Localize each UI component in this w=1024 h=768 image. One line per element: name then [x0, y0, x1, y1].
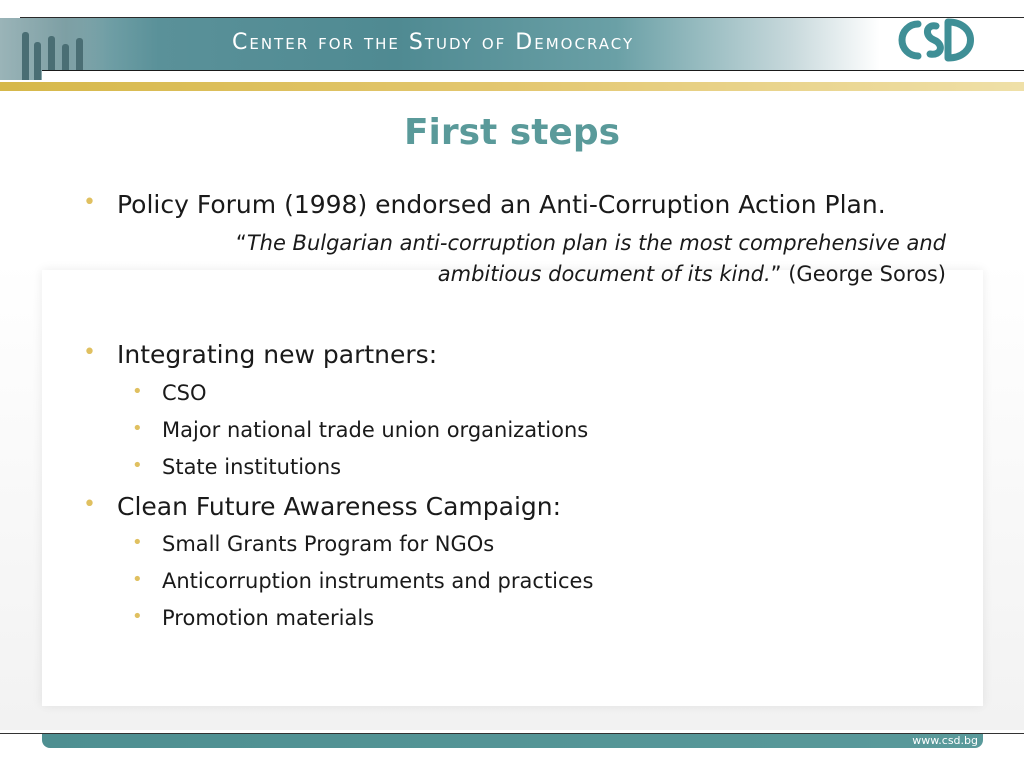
sub-bullet-text: Major national trade union organizations — [162, 418, 589, 442]
sub-bullet-state-institutions — [132, 455, 342, 479]
bullet-dot-icon: • — [83, 340, 96, 365]
sub-bullet-text: Small Grants Program for NGOs — [162, 532, 495, 556]
bullet-dot-icon: • — [132, 381, 143, 402]
bullet-dot-icon: • — [132, 455, 143, 476]
content-panel — [42, 270, 983, 706]
soros-quote — [170, 228, 946, 290]
footer-bar — [42, 734, 983, 748]
sub-bullet-small-grants — [132, 532, 495, 556]
sub-bullet-text: Anticorruption instruments and practices — [162, 569, 594, 593]
bullet-dot-icon: • — [83, 190, 96, 215]
bullet-text: Clean Future Awareness Campaign: — [117, 492, 562, 521]
bullet-integrating-partners — [83, 340, 438, 369]
gold-accent-bar — [0, 82, 1024, 91]
footer-url[interactable]: www.csd.bg — [912, 734, 978, 747]
slide-title: First steps — [403, 112, 621, 153]
bullet-dot-icon: • — [132, 569, 143, 590]
sub-bullet-cso — [132, 381, 207, 405]
header-banner — [0, 0, 1024, 82]
quote-open-mark: “ — [235, 231, 247, 255]
bullet-policy-forum — [83, 190, 886, 219]
sub-bullet-text: CSO — [162, 381, 207, 405]
bullet-dot-icon: • — [83, 492, 96, 517]
sub-bullet-text: State institutions — [162, 455, 342, 479]
header-title: Center for the Study of Democracy — [232, 30, 635, 55]
sub-bullet-promotion-materials — [132, 606, 375, 630]
bullet-text: Policy Forum (1998) endorsed an Anti-Corruption Action Plan. — [117, 190, 886, 219]
bullet-dot-icon: • — [132, 532, 143, 553]
quote-close-mark: ” — [770, 262, 782, 286]
csd-logo-icon — [892, 14, 978, 66]
bullet-clean-future — [83, 492, 562, 521]
sub-bullet-text: Promotion materials — [162, 606, 375, 630]
bullet-dot-icon: • — [132, 418, 143, 439]
bullet-text: Integrating new partners: — [117, 340, 438, 369]
quote-text: The Bulgarian anti-corruption plan is the most comprehensive and ambitious document of its kind. — [246, 231, 946, 286]
bullet-dot-icon: • — [132, 606, 143, 627]
quote-author: (George Soros) — [788, 262, 946, 286]
sub-bullet-trade-unions — [132, 418, 589, 442]
sub-bullet-anticorruption-instruments — [132, 569, 594, 593]
